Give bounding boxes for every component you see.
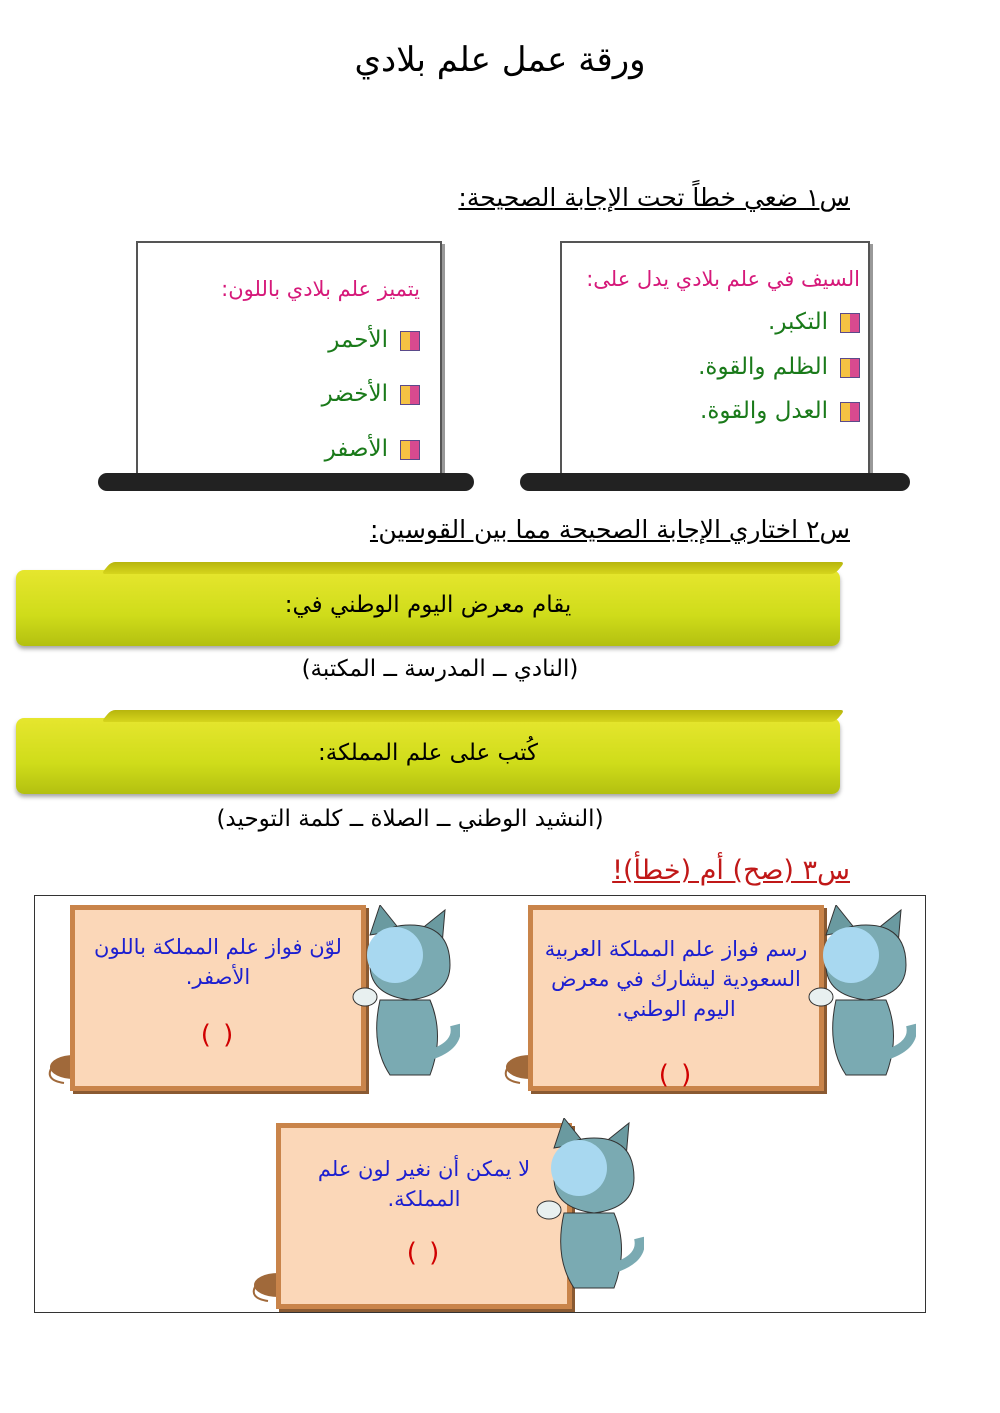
option-item[interactable]: التكبر. — [768, 309, 860, 335]
option-item[interactable]: الظلم والقوة. — [698, 354, 860, 380]
answer-blank[interactable]: ( ) — [200, 1020, 236, 1050]
q2-prompt-bar — [16, 570, 840, 646]
cat-icon — [806, 905, 916, 1095]
bullet-icon — [840, 402, 860, 422]
option-item[interactable]: الأحمر — [328, 327, 420, 353]
board-scroll — [520, 473, 910, 491]
tf-card-group — [248, 1113, 668, 1313]
tf-statement: رسم فواز علم المملكة العربية السعودية ليشارك في معرض اليوم الوطني. — [544, 937, 808, 1021]
page-title: ورقة عمل علم بلادي — [354, 40, 646, 80]
q2-prompt-bar — [16, 718, 840, 794]
board-question: السيف في علم بلادي يدل على: — [586, 267, 860, 291]
tf-statement: لا يمكن أن نغير لون علم المملكة. — [317, 1157, 531, 1211]
bullet-icon — [400, 385, 420, 405]
q2-prompt: كُتب على علم المملكة: — [318, 740, 538, 766]
bullet-icon — [840, 313, 860, 333]
answer-blank[interactable]: ( ) — [658, 1060, 694, 1090]
q1-board-left — [136, 241, 442, 483]
tf-card — [528, 905, 824, 1091]
tf-card — [70, 905, 366, 1091]
cat-icon — [350, 905, 460, 1095]
board-scroll — [98, 473, 474, 491]
bullet-icon — [400, 440, 420, 460]
bullet-icon — [840, 358, 860, 378]
tf-card-group — [44, 895, 464, 1115]
cat-icon — [534, 1118, 644, 1308]
option-item[interactable]: العدل والقوة. — [700, 398, 860, 424]
option-item[interactable]: الأخضر — [322, 381, 420, 407]
board-question: يتميز علم بلادي باللون: — [221, 277, 420, 301]
tf-card-group — [500, 895, 920, 1115]
answer-blank[interactable]: ( ) — [406, 1238, 442, 1268]
option-item[interactable]: الأصفر — [325, 436, 420, 462]
bullet-icon — [400, 331, 420, 351]
q2-heading: س٢ اختاري الإجابة الصحيحة مما بين القوسين: — [369, 515, 850, 544]
tf-statement: لوّن فواز علم المملكة باللون الأصفر. — [94, 935, 342, 989]
tf-card — [276, 1123, 572, 1309]
q1-heading: س١ ضعي خطاً تحت الإجابة الصحيحة: — [458, 183, 850, 212]
q3-heading: س٣ (صح) أم (خطأ)! — [612, 855, 850, 886]
q2-prompt: يقام معرض اليوم الوطني في: — [284, 592, 572, 618]
q1-board-right — [560, 241, 870, 483]
q2-choices[interactable]: (النادي ــ المدرسة ــ المكتبة) — [301, 656, 579, 682]
q2-choices[interactable]: (النشيد الوطني ــ الصلاة ــ كلمة التوحيد) — [216, 806, 604, 832]
